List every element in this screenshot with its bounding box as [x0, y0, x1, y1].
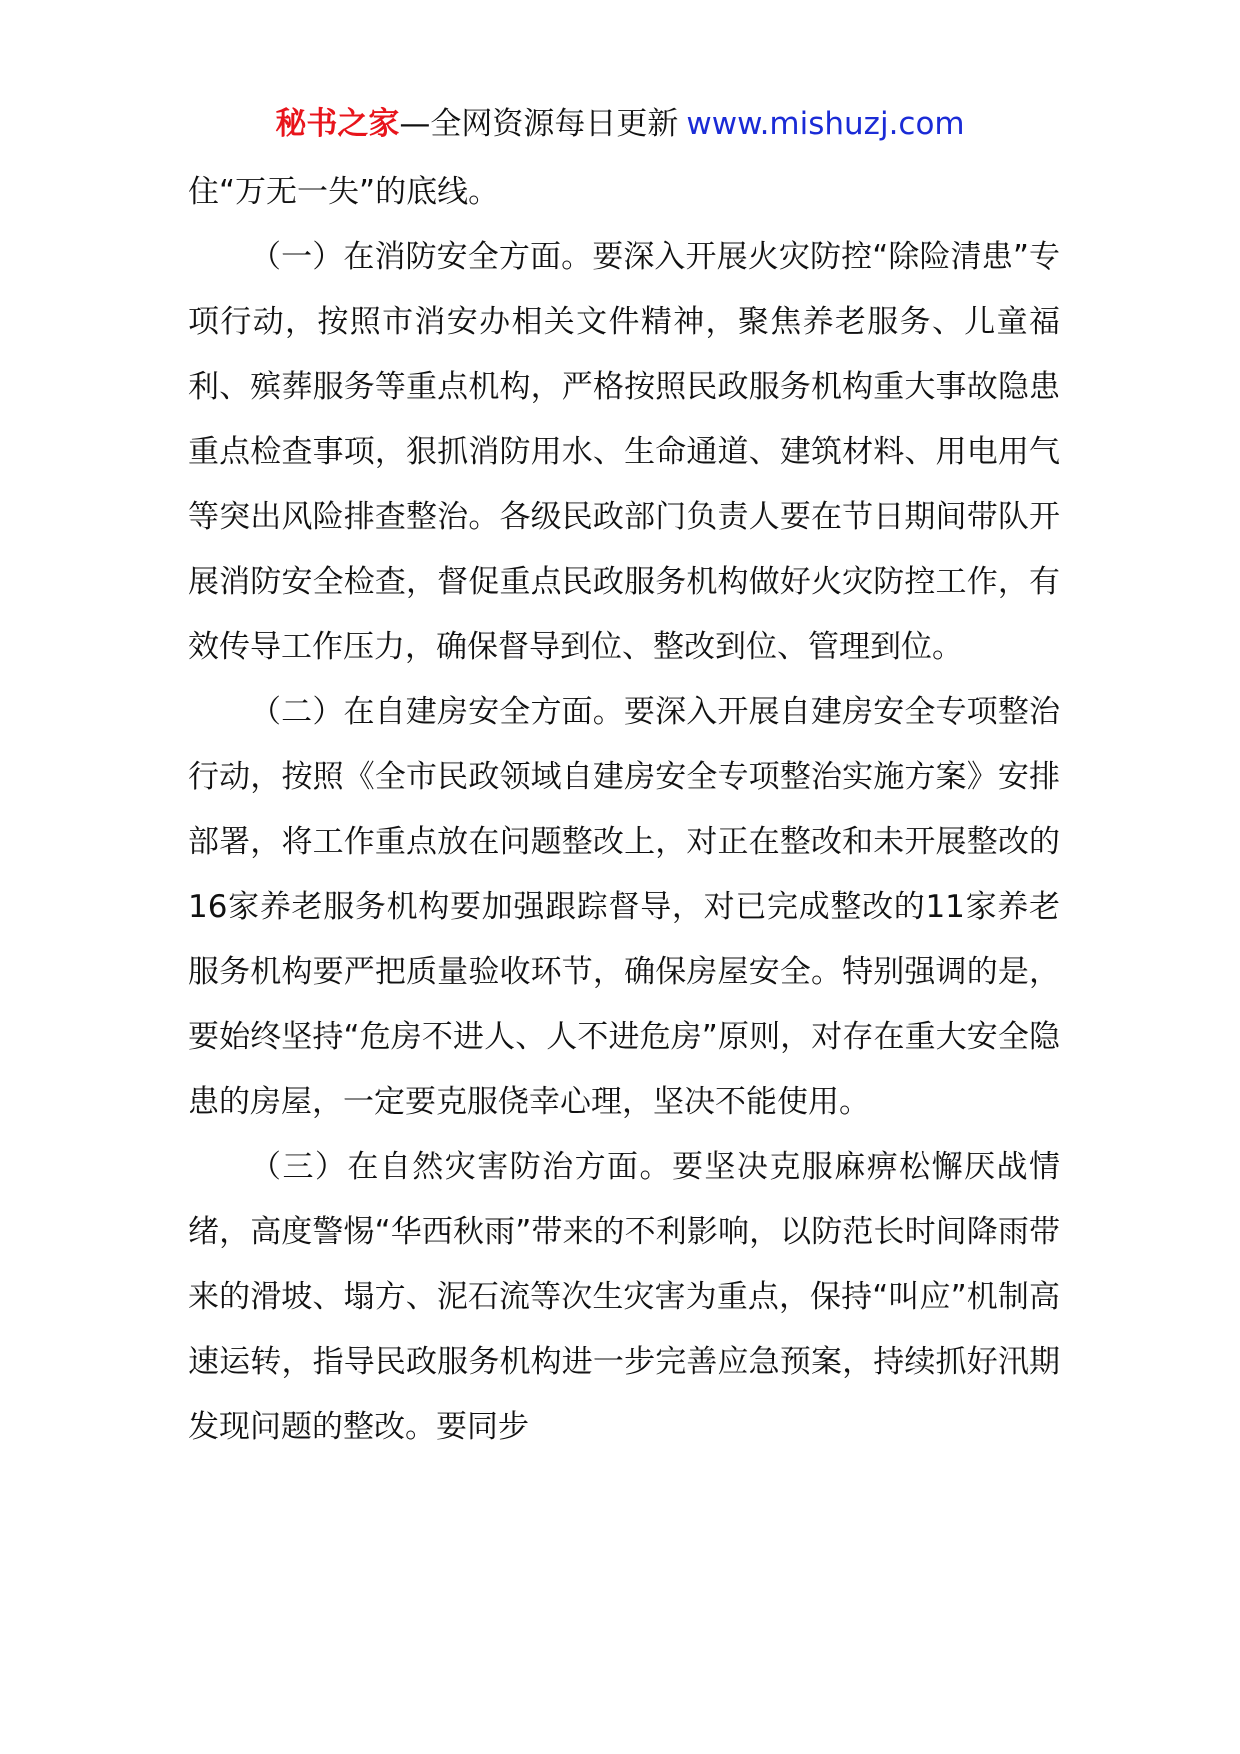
header-slogan: —全网资源每日更新	[399, 106, 679, 142]
paragraph-self-built-housing: （二）在自建房安全方面。要深入开展自建房安全专项整治行动，按照《全市民政领域自建房安全专项整治实施方案》安排部署，将工作重点放在问题整改上，对正在整改和未开展整改的16家养老服务机构要加强跟踪督导，对已完成整改的11家养老服务机构要严把质量验收环节，确保房屋安全。特别强调的是，要始终坚持“危房不进人、人不进危房”原则，对存在重大安全隐患的房屋，一定要克服侥幸心理，坚决不能使用。	[188, 694, 1060, 1120]
paragraph-fire-safety: （一）在消防安全方面。要深入开展火灾防控“除险清患”专项行动，按照市消安办相关文件精神，聚焦养老服务、儿童福利、殡葬服务等重点机构，严格按照民政服务机构重大事故隐患重点检查事项，狠抓消防用水、生命通道、建筑材料、用电用气等突出风险排查整治。各级民政部门负责人要在节日期间带队开展消防安全检查，督促重点民政服务机构做好火灾防控工作，有效传导工作压力，确保督导到位、整改到位、管理到位。	[188, 239, 1060, 665]
paragraph-natural-disaster: （三）在自然灾害防治方面。要坚决克服麻痹松懈厌战情绪，高度警惕“华西秋雨”带来的不利影响，以防范长时间降雨带来的滑坡、塌方、泥石流等次生灾害为重点，保持“叫应”机制高速运转，指导民政服务机构进一步完善应急预案，持续抓好汛期发现问题的整改。要同步	[188, 1149, 1060, 1445]
brand-name: 秘书之家	[275, 106, 400, 142]
site-header	[0, 100, 1240, 148]
paragraph-continuation: 住“万无一失”的底线。	[188, 174, 500, 210]
document-body	[188, 160, 1060, 1460]
site-url-link[interactable]: www.mishuzj.com	[686, 106, 965, 142]
